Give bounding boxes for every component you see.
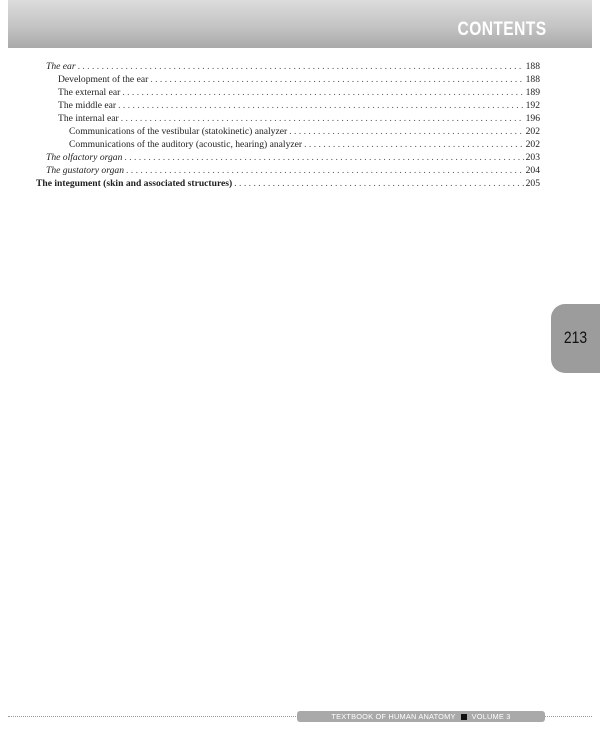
toc-entry-title: The ear [46,61,76,72]
toc-entry-title: The internal ear [58,113,119,124]
toc-leader-dots [122,86,523,99]
footer-volume: VOLUME 3 [471,712,511,721]
toc-entry-page: 204 [525,165,540,176]
toc-leader-dots [78,60,524,73]
toc-entry[interactable] [36,138,540,151]
toc-leader-dots [289,125,523,138]
toc-entry-title: The external ear [58,87,121,98]
toc-entry-title: The middle ear [58,100,117,111]
toc-entry-title: The olfactory organ [46,152,123,163]
page-title: CONTENTS [457,19,546,40]
toc-leader-dots [118,99,524,112]
toc-entry-page: 192 [525,100,540,111]
toc-entry[interactable] [36,151,540,164]
header-band [8,0,592,48]
toc-entry-title: The integument (skin and associated structures) [36,178,233,189]
toc-entry[interactable] [36,99,540,112]
toc-leader-dots [304,138,524,151]
toc-entry-page: 203 [525,152,540,163]
toc-entry[interactable] [36,86,540,99]
footer-band [297,711,545,722]
toc-leader-dots [126,164,524,177]
toc-entry-title: Communications of the auditory (acoustic, hearing) analyzer [69,139,303,150]
toc-leader-dots [121,112,524,125]
toc-entry[interactable] [36,112,540,125]
toc-entry[interactable] [36,125,540,138]
toc-entry-page: 196 [525,113,540,124]
toc-entry-title: The gustatory organ [46,165,124,176]
toc-entry-page: 202 [525,126,540,137]
toc-entry-page: 188 [525,74,540,85]
toc-entry-page: 188 [525,61,540,72]
toc-entry-page: 202 [525,139,540,150]
toc-leader-dots [234,177,523,190]
toc-entry[interactable] [36,60,540,73]
toc-leader-dots [150,73,523,86]
toc-entry[interactable] [36,177,540,190]
toc-leader-dots [124,151,523,164]
square-icon [461,714,467,720]
toc-entry-page: 205 [525,178,540,189]
toc-entry-page: 189 [525,87,540,98]
toc-entry[interactable] [36,73,540,86]
footer-book-title: TEXTBOOK OF HUMAN ANATOMY [331,712,456,721]
page-number-tab [551,304,600,373]
toc-entry-title: Communications of the vestibular (statokinetic) analyzer [69,126,288,137]
page-number: 213 [563,328,588,347]
toc-entry[interactable] [36,164,540,177]
toc-entry-title: Development of the ear [58,74,149,85]
table-of-contents [36,60,540,190]
